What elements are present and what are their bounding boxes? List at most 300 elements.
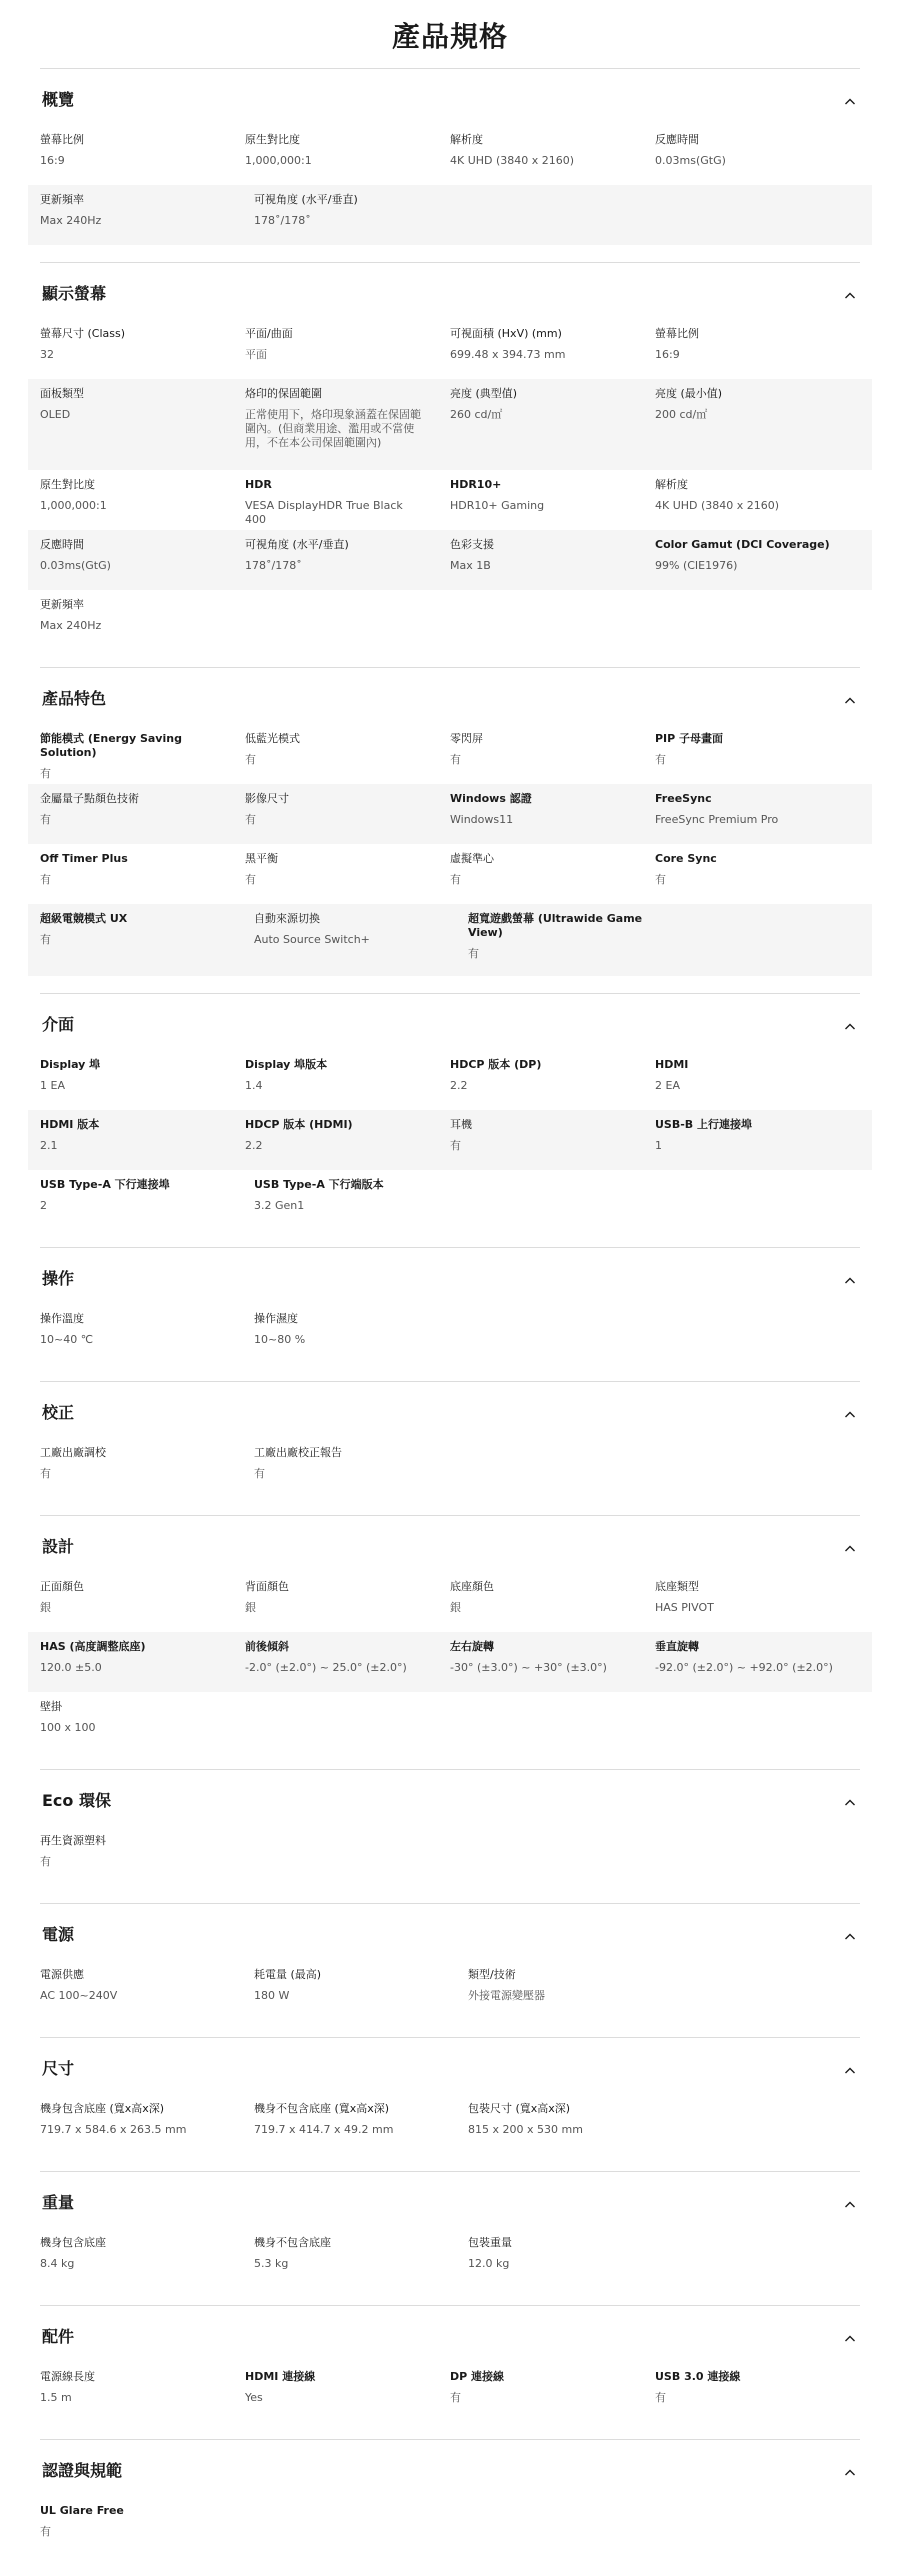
section-header-operation[interactable] <box>40 1248 860 1304</box>
spec-label: HDCP 版本 (DP) <box>450 1058 542 1071</box>
spec-section-certification <box>40 2439 860 2573</box>
page-title: 產品規格 <box>391 20 508 53</box>
spec-label: 類型/技術 <box>468 1968 516 1981</box>
spec-value: 有 <box>40 2525 51 2538</box>
spec-item <box>40 2362 245 2422</box>
spec-label: 亮度 (最小值) <box>655 387 723 400</box>
section-title: 尺寸 <box>42 2059 75 2078</box>
spec-item <box>245 470 450 530</box>
chevron-up-icon[interactable] <box>844 1794 856 1806</box>
spec-item <box>655 1632 860 1692</box>
spec-value: 99% (CIE1976) <box>655 559 738 572</box>
spec-item <box>450 125 655 185</box>
spec-item <box>245 1572 450 1632</box>
spec-value: 有 <box>40 1467 51 1480</box>
spec-value: 有 <box>468 947 479 960</box>
spec-label: 垂直旋轉 <box>655 1640 699 1653</box>
spec-row <box>28 724 872 784</box>
spec-value: 外接電源變壓器 <box>468 1989 545 2002</box>
spec-label: 可視角度 (水平/垂直) <box>254 193 358 206</box>
spec-item <box>450 784 655 844</box>
spec-item <box>40 2496 254 2556</box>
spec-value: 有 <box>40 1855 51 1868</box>
spec-label: 反應時間 <box>655 133 699 146</box>
section-title: 顯示螢幕 <box>42 284 107 303</box>
section-body <box>40 125 860 262</box>
spec-label: Core Sync <box>655 852 717 865</box>
spec-item <box>245 1632 450 1692</box>
section-title: 介面 <box>42 1015 75 1034</box>
spec-section-accessories <box>40 2305 860 2439</box>
spec-value: 1.5 m <box>40 2391 72 2404</box>
spec-label: 壁掛 <box>40 1700 62 1713</box>
spec-row <box>28 1692 872 1752</box>
spec-value: Auto Source Switch+ <box>254 933 370 946</box>
spec-label: 螢幕尺寸 (Class) <box>40 327 126 340</box>
chevron-up-icon[interactable] <box>844 2196 856 2208</box>
spec-item <box>40 844 245 904</box>
spec-value: VESA DisplayHDR True Black 400 <box>245 499 403 526</box>
spec-item <box>40 590 254 650</box>
spec-label: 虛擬準心 <box>450 852 494 865</box>
spec-value: 200 cd/㎡ <box>655 408 708 421</box>
spec-value: 10~40 ℃ <box>40 1333 94 1346</box>
spec-section-overview <box>40 68 860 262</box>
spec-item <box>254 904 468 976</box>
spec-row <box>28 125 872 185</box>
spec-label: 包裝重量 <box>468 2236 512 2249</box>
spec-value: 1,000,000:1 <box>40 499 107 512</box>
section-body <box>40 2228 860 2305</box>
chevron-up-icon[interactable] <box>844 2062 856 2074</box>
spec-section-power <box>40 1903 860 2037</box>
section-title: 操作 <box>42 1269 75 1288</box>
spec-item <box>655 470 860 530</box>
spec-value: Yes <box>245 2391 263 2404</box>
spec-value: 4K UHD (3840 x 2160) <box>655 499 780 512</box>
spec-item <box>450 844 655 904</box>
spec-value: 有 <box>450 753 461 766</box>
section-body <box>40 1572 860 1769</box>
spec-value: 有 <box>40 873 51 886</box>
spec-label: 底座顏色 <box>450 1580 494 1593</box>
spec-label: UL Glare Free <box>40 2504 124 2517</box>
spec-label: Off Timer Plus <box>40 852 128 865</box>
spec-label: HDCP 版本 (HDMI) <box>245 1118 353 1131</box>
spec-item <box>245 724 450 784</box>
spec-row <box>28 530 872 590</box>
section-body <box>40 1438 860 1515</box>
section-body <box>40 1304 860 1381</box>
section-title: Eco 環保 <box>42 1791 111 1810</box>
spec-item <box>40 1438 254 1498</box>
spec-section-weight <box>40 2171 860 2305</box>
spec-section-calibration <box>40 1381 860 1515</box>
spec-row <box>28 1110 872 1170</box>
spec-label: 面板類型 <box>40 387 84 400</box>
spec-label: 背面顏色 <box>245 1580 289 1593</box>
section-body <box>40 1826 860 1903</box>
spec-item <box>468 2228 682 2288</box>
spec-item <box>450 379 655 470</box>
spec-label: 原生對比度 <box>40 478 95 491</box>
spec-label: Display 埠 <box>40 1058 101 1071</box>
spec-value: Max 240Hz <box>40 214 102 227</box>
chevron-up-icon[interactable] <box>844 1928 856 1940</box>
spec-label: 平面/曲面 <box>245 327 293 340</box>
spec-item <box>40 2228 254 2288</box>
spec-item <box>40 319 245 379</box>
spec-label: 再生資源塑料 <box>40 1834 106 1847</box>
spec-row <box>28 1632 872 1692</box>
spec-value: 16:9 <box>40 154 65 167</box>
section-title: 配件 <box>42 2327 75 2346</box>
spec-value: 3.2 Gen1 <box>254 1199 305 1212</box>
spec-item <box>450 1632 655 1692</box>
spec-row <box>28 2094 872 2154</box>
spec-label: DP 連接線 <box>450 2370 505 2383</box>
spec-label: HDR <box>245 478 272 491</box>
spec-value: HDR10+ Gaming <box>450 499 545 512</box>
spec-value: 銀 <box>450 1601 461 1614</box>
spec-label: 色彩支援 <box>450 538 494 551</box>
spec-label: 解析度 <box>450 133 483 146</box>
spec-label: 低藍光模式 <box>245 732 300 745</box>
spec-item <box>245 530 450 590</box>
spec-value: 有 <box>245 873 256 886</box>
spec-item <box>40 2094 254 2154</box>
spec-value: Max 1B <box>450 559 491 572</box>
spec-section-display <box>40 262 860 667</box>
spec-item <box>40 1826 254 1886</box>
spec-value: 2.1 <box>40 1139 58 1152</box>
section-header-overview[interactable] <box>40 69 860 125</box>
spec-value: 10~80 % <box>254 1333 306 1346</box>
chevron-up-icon[interactable] <box>844 1018 856 1030</box>
spec-label: 包裝尺寸 (寬x高x深) <box>468 2102 571 2115</box>
spec-item <box>655 1050 860 1110</box>
spec-value: Windows11 <box>450 813 514 826</box>
spec-value: 719.7 x 414.7 x 49.2 mm <box>254 2123 394 2136</box>
spec-item <box>254 185 468 245</box>
spec-item <box>468 2094 682 2154</box>
section-header-design[interactable] <box>40 1516 860 1572</box>
spec-section-eco <box>40 1769 860 1903</box>
spec-item <box>40 185 254 245</box>
spec-item <box>245 2362 450 2422</box>
spec-label: 超寬遊戲螢幕 (Ultrawide Game View) <box>468 912 643 939</box>
spec-label: 機身包含底座 (寬x高x深) <box>40 2102 165 2115</box>
spec-item <box>40 1170 254 1230</box>
section-title: 電源 <box>42 1925 75 1944</box>
spec-value: 正常使用下，烙印現象涵蓋在保固範圍內。(但商業用途、濫用或不當使用，不在本公司保固範圍內) <box>245 408 421 449</box>
spec-sections <box>0 68 900 2573</box>
spec-item <box>254 1960 468 2020</box>
spec-label: 更新頻率 <box>40 193 84 206</box>
spec-row <box>28 1826 872 1886</box>
spec-value: -2.0° (±2.0°) ~ 25.0° (±2.0°) <box>245 1661 407 1674</box>
spec-value: 719.7 x 584.6 x 263.5 mm <box>40 2123 187 2136</box>
section-header-display[interactable] <box>40 263 860 319</box>
spec-label: 螢幕比例 <box>40 133 84 146</box>
spec-value: 0.03ms(GtG) <box>40 559 111 572</box>
chevron-up-icon[interactable] <box>844 93 856 105</box>
spec-label: 可視角度 (水平/垂直) <box>245 538 349 551</box>
spec-value: 有 <box>450 1139 461 1152</box>
chevron-up-icon[interactable] <box>844 1540 856 1552</box>
spec-label: USB 3.0 連接線 <box>655 2370 741 2383</box>
section-header-calibration[interactable] <box>40 1382 860 1438</box>
spec-item <box>40 1050 245 1110</box>
spec-item <box>40 784 245 844</box>
spec-label: 超級電競模式 UX <box>40 912 128 925</box>
section-body <box>40 2496 860 2573</box>
spec-item <box>450 1572 655 1632</box>
spec-item <box>40 470 245 530</box>
spec-row <box>28 1438 872 1498</box>
spec-value: 1.4 <box>245 1079 263 1092</box>
spec-item <box>245 319 450 379</box>
spec-row <box>28 319 872 379</box>
spec-label: 工廠出廠調校 <box>40 1446 106 1459</box>
spec-value: 有 <box>450 2391 461 2404</box>
section-body <box>40 2362 860 2439</box>
spec-label: 影像尺寸 <box>245 792 289 805</box>
spec-label: HDMI <box>655 1058 689 1071</box>
chevron-up-icon[interactable] <box>844 287 856 299</box>
spec-item <box>40 1572 245 1632</box>
spec-label: 黑平衡 <box>245 852 278 865</box>
spec-row <box>28 1304 872 1364</box>
section-body <box>40 1050 860 1247</box>
spec-value: -30° (±3.0°) ~ +30° (±3.0°) <box>450 1661 607 1674</box>
section-title: 產品特色 <box>42 689 107 708</box>
spec-label: 節能模式 (Energy Saving Solution) <box>40 732 182 759</box>
spec-item <box>655 1572 860 1632</box>
spec-row <box>28 784 872 844</box>
section-body <box>40 1960 860 2037</box>
spec-value: -92.0° (±2.0°) ~ +92.0° (±2.0°) <box>655 1661 833 1674</box>
spec-label: USB-B 上行連接埠 <box>655 1118 753 1131</box>
spec-item <box>254 1438 468 1498</box>
spec-item <box>254 2228 468 2288</box>
spec-item <box>655 530 860 590</box>
spec-label: FreeSync <box>655 792 712 805</box>
spec-row <box>28 904 872 976</box>
spec-value: 有 <box>40 813 51 826</box>
spec-value: 有 <box>655 753 666 766</box>
spec-label: 左右旋轉 <box>450 1640 494 1653</box>
spec-row <box>28 2228 872 2288</box>
spec-label: 工廠出廠校正報告 <box>254 1446 342 1459</box>
spec-section-design <box>40 1515 860 1769</box>
spec-value: AC 100~240V <box>40 1989 118 2002</box>
section-header-weight[interactable] <box>40 2172 860 2228</box>
spec-value: Max 240Hz <box>40 619 102 632</box>
spec-value: OLED <box>40 408 71 421</box>
spec-item <box>450 724 655 784</box>
section-title: 認證與規範 <box>42 2461 123 2480</box>
section-header-power[interactable] <box>40 1904 860 1960</box>
spec-label: 耳機 <box>450 1118 472 1131</box>
spec-value: 有 <box>655 873 666 886</box>
spec-item <box>468 1960 682 2020</box>
spec-item <box>655 724 860 784</box>
chevron-up-icon[interactable] <box>844 2330 856 2342</box>
spec-value: 有 <box>40 767 51 780</box>
spec-value: 180 W <box>254 1989 290 2002</box>
spec-item <box>245 1110 450 1170</box>
section-title: 校正 <box>42 1403 75 1422</box>
spec-value: 1 EA <box>40 1079 65 1092</box>
spec-label: 螢幕比例 <box>655 327 699 340</box>
spec-row <box>28 1170 872 1230</box>
spec-value: 有 <box>245 813 256 826</box>
spec-row <box>28 590 872 650</box>
spec-item <box>40 379 245 470</box>
section-body <box>40 319 860 667</box>
spec-label: HDMI 版本 <box>40 1118 100 1131</box>
section-header-interface[interactable] <box>40 994 860 1050</box>
spec-value: 4K UHD (3840 x 2160) <box>450 154 575 167</box>
spec-item <box>245 844 450 904</box>
spec-label: 更新頻率 <box>40 598 84 611</box>
spec-value: 12.0 kg <box>468 2257 510 2270</box>
spec-item <box>655 2362 860 2422</box>
section-header-certification[interactable] <box>40 2440 860 2496</box>
spec-label: Windows 認證 <box>450 792 532 805</box>
spec-item <box>245 125 450 185</box>
spec-label: 機身不包含底座 <box>254 2236 331 2249</box>
spec-value: 699.48 x 394.73 mm <box>450 348 566 361</box>
spec-value: 815 x 200 x 530 mm <box>468 2123 583 2136</box>
section-header-features[interactable] <box>40 668 860 724</box>
spec-value: 32 <box>40 348 54 361</box>
spec-label: USB Type-A 下行端版本 <box>254 1178 384 1191</box>
spec-item <box>655 844 860 904</box>
section-header-eco[interactable] <box>40 1770 860 1826</box>
spec-row <box>28 379 872 470</box>
spec-label: 原生對比度 <box>245 133 300 146</box>
spec-label: 底座類型 <box>655 1580 699 1593</box>
spec-label: HDR10+ <box>450 478 502 491</box>
spec-row <box>28 185 872 245</box>
spec-label: 機身包含底座 <box>40 2236 106 2249</box>
spec-item <box>450 1050 655 1110</box>
spec-label: 反應時間 <box>40 538 84 551</box>
spec-section-dimension <box>40 2037 860 2171</box>
spec-value: 有 <box>40 933 51 946</box>
spec-item <box>450 1110 655 1170</box>
spec-item <box>450 319 655 379</box>
spec-label: 耗電量 (最高) <box>254 1968 322 1981</box>
spec-value: 2 <box>40 1199 47 1212</box>
section-body <box>40 724 860 993</box>
spec-label: 機身不包含底座 (寬x高x深) <box>254 2102 390 2115</box>
spec-item <box>40 1692 254 1752</box>
spec-value: 178˚/178˚ <box>254 214 311 227</box>
spec-value: 2 EA <box>655 1079 680 1092</box>
spec-value: 8.4 kg <box>40 2257 75 2270</box>
chevron-up-icon[interactable] <box>844 1272 856 1284</box>
spec-value: 2.2 <box>450 1079 468 1092</box>
spec-item <box>655 319 860 379</box>
spec-value: HAS PIVOT <box>655 1601 714 1614</box>
spec-value: 5.3 kg <box>254 2257 289 2270</box>
spec-label: 金屬量子點顏色技術 <box>40 792 139 805</box>
spec-value: 有 <box>245 753 256 766</box>
spec-value: FreeSync Premium Pro <box>655 813 779 826</box>
chevron-up-icon[interactable] <box>844 692 856 704</box>
spec-value: 120.0 ±5.0 <box>40 1661 102 1674</box>
spec-value: 有 <box>254 1467 265 1480</box>
spec-label: 操作溫度 <box>40 1312 84 1325</box>
spec-item <box>40 1632 245 1692</box>
spec-item <box>40 125 245 185</box>
chevron-up-icon[interactable] <box>844 2464 856 2476</box>
spec-item <box>450 470 655 530</box>
spec-value: 1 <box>655 1139 662 1152</box>
spec-label: USB Type-A 下行連接埠 <box>40 1178 170 1191</box>
spec-label: 烙印的保固範圍 <box>245 387 322 400</box>
spec-label: 電源線長度 <box>40 2370 95 2383</box>
chevron-up-icon[interactable] <box>844 1406 856 1418</box>
spec-row <box>28 470 872 530</box>
spec-item <box>40 904 254 976</box>
spec-item <box>245 1050 450 1110</box>
spec-label: Color Gamut (DCI Coverage) <box>655 538 830 551</box>
spec-section-features <box>40 667 860 993</box>
spec-label: 亮度 (典型值) <box>450 387 518 400</box>
spec-item <box>40 724 245 784</box>
spec-value: 銀 <box>40 1601 51 1614</box>
spec-label: 正面顏色 <box>40 1580 84 1593</box>
spec-row <box>28 1572 872 1632</box>
spec-row <box>28 1050 872 1110</box>
spec-item <box>245 379 450 470</box>
spec-item <box>40 1304 254 1364</box>
spec-label: 操作濕度 <box>254 1312 298 1325</box>
spec-label: 電源供應 <box>40 1968 84 1981</box>
spec-label: 自動來源切換 <box>254 912 320 925</box>
spec-value: 銀 <box>245 1601 256 1614</box>
spec-section-interface <box>40 993 860 1247</box>
section-header-dimension[interactable] <box>40 2038 860 2094</box>
spec-value: 16:9 <box>655 348 680 361</box>
spec-label: 零閃屏 <box>450 732 483 745</box>
spec-item <box>655 125 860 185</box>
spec-item <box>655 784 860 844</box>
spec-item <box>254 1304 468 1364</box>
spec-value: 1,000,000:1 <box>245 154 312 167</box>
spec-item <box>40 1110 245 1170</box>
spec-value: 平面 <box>245 348 267 361</box>
spec-item <box>40 530 245 590</box>
spec-item <box>655 379 860 470</box>
spec-label: 解析度 <box>655 478 688 491</box>
spec-label: PIP 子母畫面 <box>655 732 724 745</box>
spec-value: 2.2 <box>245 1139 263 1152</box>
spec-row <box>28 844 872 904</box>
spec-value: 有 <box>655 2391 666 2404</box>
section-header-accessories[interactable] <box>40 2306 860 2362</box>
spec-row <box>28 1960 872 2020</box>
spec-item <box>655 1110 860 1170</box>
spec-label: Display 埠版本 <box>245 1058 328 1071</box>
spec-item <box>254 1170 468 1230</box>
spec-value: 178˚/178˚ <box>245 559 302 572</box>
spec-row <box>28 2496 872 2556</box>
